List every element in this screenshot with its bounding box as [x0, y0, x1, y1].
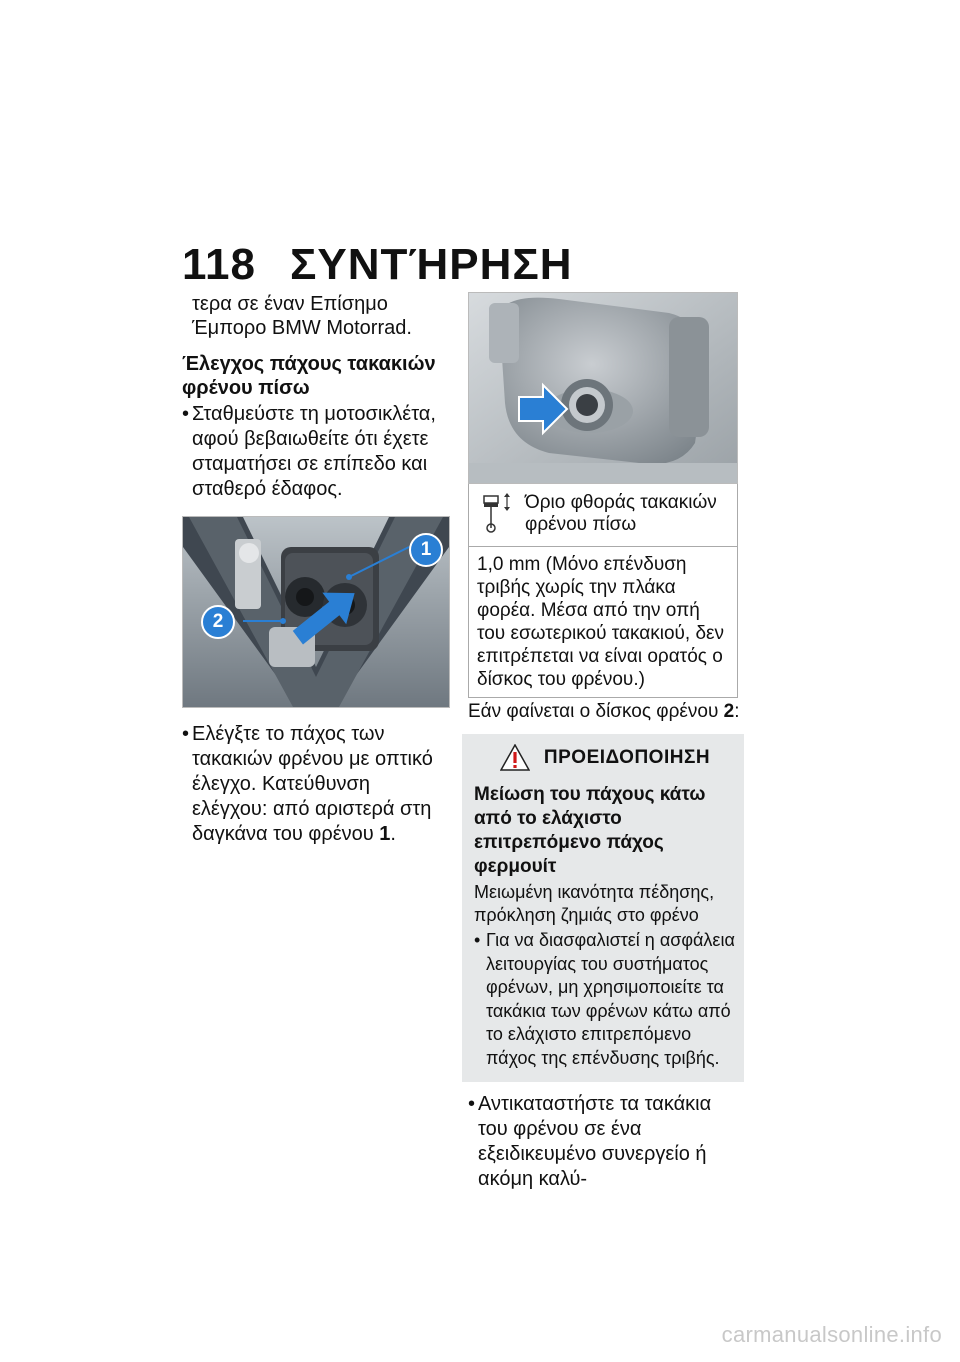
page-number: 118 [182, 240, 256, 289]
intro-text: τερα σε έναν Επίσημο Έμπορο BMW Motorrad. [192, 293, 412, 339]
warning-subtitle: Μείωση του πάχους κάτω από το ελάχιστο επιτρεπόμενο πάχος φερμουίτ [474, 784, 706, 877]
bullet-check-ref: 1 [379, 823, 391, 845]
callout-2-label: 2 [212, 611, 224, 632]
bullet-check-end: . [390, 823, 396, 845]
warning-box [462, 734, 744, 1082]
bullet-park-text: Σταθμεύστε τη μοτοσικλέτα, αφού βεβαιωθείτε ότι έχετε σταματήσει σε επίπεδο και σταθερό έδαφος. [192, 403, 436, 500]
warning-bullet-text: Για να διασφαλιστεί η ασφάλεια λειτουργίας του συστήματος φρένων, μη χρησιμοποιείτε τα τακάκια των φρένων κάτω από το ελάχιστο επιτρεπόμενο πάχος της επένδυσης τριβής. [486, 930, 735, 1068]
brake-caliper-figure [182, 516, 450, 708]
bullet-dot: • [182, 403, 190, 425]
spec-value: 1,0 mm (Μόνο επένδυση τριβής χωρίς την πλάκα φορέα. Μέσα από την οπή του εσωτερικού τακακιού, δεν επιτρέπεται να είναι ορατός ο δίσκος του φρένου.) [477, 554, 724, 690]
left-column [182, 292, 450, 861]
warning-label: ΠΡΟΕΙΔΟΠΟΙΗΣΗ [543, 746, 711, 768]
page-header [182, 240, 573, 290]
warning-text: Μειωμένη ικανότητα πέδησης, πρόκληση ζημιάς στο φρένο [474, 882, 715, 925]
pad-inspection-illustration [469, 293, 737, 483]
bullet-dot: • [474, 930, 481, 950]
bullet-park [182, 402, 450, 502]
caption-text: Εάν φαίνεται ο δίσκος φρένου [468, 701, 719, 722]
spec-box [468, 484, 738, 698]
disc-visible-caption [468, 700, 738, 724]
right-column [468, 292, 738, 1206]
section-title: ΣΥΝΤΉΡΗΣΗ [289, 240, 573, 289]
section-heading: Έλεγχος πάχους τακακιών φρένου πίσω [182, 353, 436, 399]
bullet-dot: • [468, 1093, 476, 1115]
bullet-replace [468, 1092, 738, 1192]
bullet-check [182, 722, 450, 847]
caption-ref: 2 [723, 701, 735, 722]
caption-end: : [734, 701, 740, 722]
bullet-dot: • [182, 723, 190, 745]
warning-header [474, 744, 736, 771]
warning-triangle-icon [500, 744, 530, 771]
spec-title: Όριο φθοράς τακακιών φρένου πίσω [525, 492, 717, 535]
bullet-check-text: Ελέγξτε το πάχος των τακακιών φρένου με οπτικό έλεγχο. Κατεύθυνση ελέγχου: από αριστερά στη δαγκάνα του φρένου [192, 723, 433, 845]
pad-inspection-figure [468, 292, 738, 484]
spec-header [469, 484, 737, 547]
callout-2 [201, 605, 235, 639]
bullet-replace-text: Αντικαταστήστε τα τακάκια του φρένου σε ένα εξειδικευμένο συνεργείο ή ακόμη καλύ- [478, 1093, 712, 1190]
callout-1 [409, 533, 443, 567]
callout-1-label: 1 [420, 539, 432, 560]
warning-bullet [474, 929, 736, 1070]
watermark: carmanualsonline.info [721, 1322, 942, 1347]
brake-pad-thickness-icon [481, 492, 515, 536]
